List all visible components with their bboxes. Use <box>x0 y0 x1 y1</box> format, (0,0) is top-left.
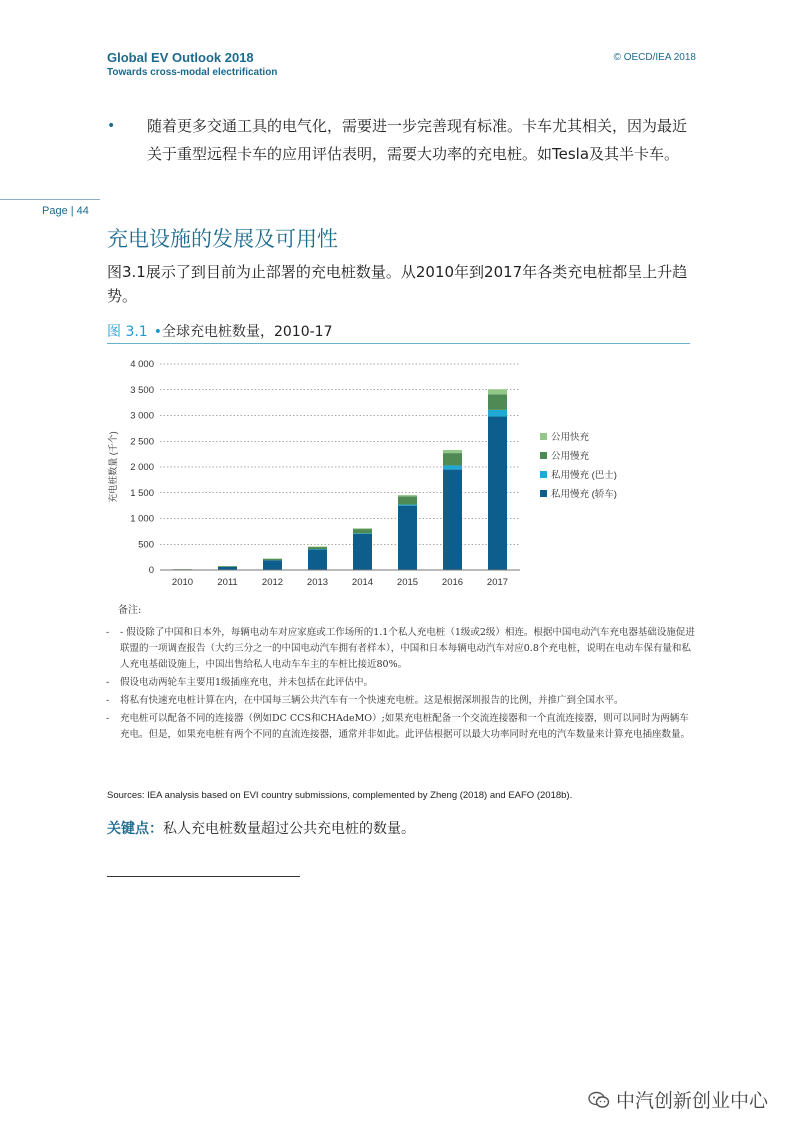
y-tick-label: 1 500 <box>130 487 154 499</box>
bar-segment <box>308 547 327 548</box>
bar-segment <box>263 559 282 560</box>
note-item <box>106 711 696 743</box>
note-item <box>106 693 696 709</box>
bar-segment <box>398 506 417 570</box>
wechat-icon <box>588 1091 610 1109</box>
note-dash: - <box>106 677 110 688</box>
y-tick-label: 0 <box>148 565 154 576</box>
y-tick-label: 2 000 <box>130 462 154 473</box>
note-item <box>106 625 696 673</box>
bar-segment <box>443 450 462 453</box>
bar-segment <box>308 549 327 550</box>
sources-line: Sources: IEA analysis based on EVI country submissions, complemented by Zheng (2018) and EAFO (2018b). <box>107 790 573 801</box>
key-point <box>107 818 415 838</box>
key-point-label: 关键点： <box>107 821 163 837</box>
x-tick-label: 2010 <box>171 577 194 588</box>
y-tick-label: 3 000 <box>130 410 154 422</box>
x-tick-label: 2011 <box>217 577 238 588</box>
bullet-marker: • <box>107 118 116 134</box>
notes-list <box>106 625 696 745</box>
bar-segment <box>488 389 507 394</box>
bar-segment <box>443 453 462 465</box>
figure-caption <box>107 321 332 341</box>
watermark-text: 中汽创新创业中心 <box>616 1090 769 1112</box>
figure-title: 全球充电桩数量，2010-17 <box>161 324 333 340</box>
y-tick-label: 2 500 <box>130 436 154 448</box>
document-subtitle: Towards cross-modal electrification <box>107 67 278 78</box>
page-label-rule <box>0 199 100 200</box>
x-tick-label: 2016 <box>441 577 464 588</box>
y-tick-label: 4 000 <box>130 359 154 370</box>
bar-segment <box>398 505 417 506</box>
x-tick-label: 2017 <box>486 577 509 588</box>
intro-paragraph: 图3.1展示了到目前为止部署的充电桩数量。从2010年到2017年各类充电桩都呈上升趋势。 <box>107 263 688 305</box>
footnote-rule <box>107 876 300 877</box>
legend-swatch <box>540 452 547 459</box>
page-label: Page | 44 <box>42 205 89 217</box>
legend-label: 公用快充 <box>551 432 590 443</box>
bar-segment <box>443 465 462 469</box>
legend-swatch <box>540 433 547 440</box>
legend-label: 私用慢充 (巴士) <box>551 470 617 481</box>
figure-number: 图 3.1 <box>107 324 148 340</box>
figure-dot: • <box>153 324 162 340</box>
legend-swatch <box>540 490 547 497</box>
document-title: Global EV Outlook 2018 <box>107 50 254 65</box>
bar-segment <box>398 496 417 504</box>
bar-segment <box>353 533 372 534</box>
note-item <box>106 675 696 691</box>
figure-rule <box>107 343 690 344</box>
note-dash: - <box>106 695 110 706</box>
bar-segment <box>353 534 372 570</box>
key-point-text: 私人充电桩数量超过公共充电桩的数量。 <box>163 821 415 837</box>
y-tick-label: 500 <box>138 539 154 551</box>
x-tick-label: 2012 <box>261 577 284 588</box>
copyright-notice: © OECD/IEA 2018 <box>613 52 696 63</box>
y-axis-label: 充电桩数量 (千个) <box>108 431 118 503</box>
charging-points-chart <box>100 350 660 590</box>
note-dash: - <box>106 627 110 638</box>
bar-segment <box>353 528 372 529</box>
bar-segment <box>488 417 507 570</box>
y-tick-label: 3 500 <box>130 384 154 396</box>
bar-segment <box>488 394 507 409</box>
note-dash: - <box>106 713 110 724</box>
note-text: - 假设除了中国和日本外，每辆电动车对应家庭或工作场所的1.1个私人充电桩（1级或2级）相连。根据中国电动汽车充电器基础设施促进联盟的一项调查报告（大约三分之一的中国电动汽车拥有者样本），中国和日本每辆电动汽车对应0.8个充电桩，说明在电动车保有量和私人充电基础设施上，中国出售给私人电动车车主的车桩比接近80%。 <box>120 627 695 670</box>
section-title: 充电设施的发展及可用性 <box>107 227 338 251</box>
bar-segment <box>353 529 372 533</box>
bar-segment <box>263 560 282 570</box>
note-text: 充电桩可以配备不同的连接器（例如DC CCS和CHAdeMO）;如果充电桩配备一个交流连接器和一个直流连接器，则可以同时为两辆车充电。但是，如果充电桩有两个不同的直流连接器，通常并非如此。此评估根据可以最大功率同时充电的汽车数量来计算充电插座数量。 <box>120 713 691 740</box>
bar-segment <box>398 495 417 496</box>
note-text: 假设电动两轮车主要用1级插座充电，并未包括在此评估中。 <box>120 677 374 688</box>
x-tick-label: 2014 <box>351 577 374 588</box>
bar-segment <box>308 549 327 570</box>
legend-label: 公用慢充 <box>551 451 590 462</box>
legend-label: 私用慢充 (轿车) <box>551 489 617 500</box>
x-tick-label: 2015 <box>396 577 419 588</box>
legend-swatch <box>540 471 547 478</box>
bar-segment <box>218 566 237 567</box>
x-tick-label: 2013 <box>306 577 329 588</box>
watermark <box>588 1086 768 1113</box>
y-tick-label: 1 000 <box>130 513 154 525</box>
bullet-text: 随着更多交通工具的电气化，需要进一步完善现有标准。卡车尤其相关，因为最近关于重型远程卡车的应用评估表明，需要大功率的充电桩。如Tesla及其半卡车。 <box>147 117 688 163</box>
note-text: 将私有快速充电桩计算在内，在中国每三辆公共汽车有一个快速充电桩。这是根据深圳报告的比例，并推广到全国水平。 <box>120 695 624 706</box>
bar-segment <box>443 470 462 570</box>
bar-segment <box>488 410 507 417</box>
bar-segment <box>308 547 327 549</box>
notes-heading: 备注: <box>118 605 142 616</box>
